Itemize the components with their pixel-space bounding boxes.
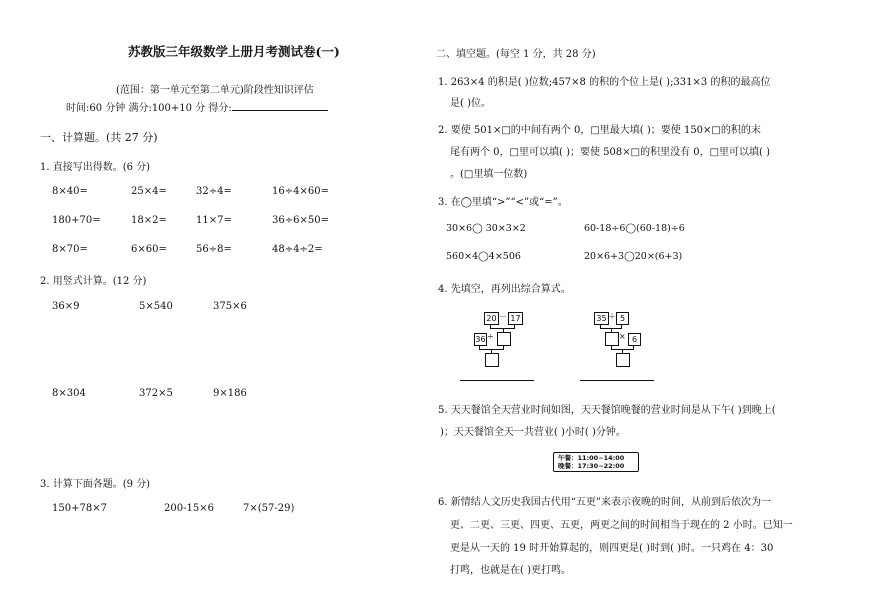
mental-item: 18×2= <box>131 215 167 226</box>
section2-heading: 二、填空题。(每空 1 分，共 28 分) <box>436 49 596 60</box>
vertical-item: 5×540 <box>139 301 173 312</box>
tree-number: 36 <box>475 335 486 344</box>
compare-item: 30×6◯ 30×3×2 <box>446 223 526 234</box>
mental-item: 56÷8= <box>196 244 232 255</box>
fill-q2-line: 尾有两个 0，□里可以填( )；要使 508×□的积里没有 0，□里可以填( ) <box>450 147 771 158</box>
paper-title: 苏教版三年级数学上册月考测试卷(一) <box>128 44 340 59</box>
calc-item: 7×(57-29) <box>243 503 295 514</box>
fill-q2-line: 。(□里填一位数) <box>450 169 528 180</box>
scope-line: (范围：第一单元至第二单元)阶段性知识评估 <box>116 85 314 96</box>
fill-q6-line: 更是从一天的 19 时开始算起的，则四更是( )时到( )时。一只鸡在 4：30 <box>450 543 774 554</box>
vertical-item: 36×9 <box>52 301 80 312</box>
q1-heading: 1. 直接写出得数。(6 分) <box>40 162 151 173</box>
compare-item: 20×6+3◯20×(6+3) <box>584 251 683 262</box>
tree-number: 20 <box>484 312 499 325</box>
tree-number: 5 <box>616 312 629 325</box>
answer-box[interactable] <box>605 332 619 346</box>
mental-item: 180+70= <box>52 215 101 226</box>
vertical-item: 372×5 <box>139 388 173 399</box>
fill-q6-line: 打鸣，也就是在( )更打鸣。 <box>450 565 571 576</box>
dinner-hours: 晚餐：17:30~22:00 <box>558 462 625 470</box>
answer-line[interactable] <box>460 380 534 381</box>
mental-item: 11×7= <box>196 215 232 226</box>
fill-q6-line: 更、二更、三更、四更、五更，两更之间的时间相当于现在的 2 小时。已知一 <box>450 520 793 531</box>
fill-q5-line: )；天天餐馆全天一共营业( )小时( )分钟。 <box>440 427 626 438</box>
fill-q4-heading: 4. 先填空，再列出综合算式。 <box>438 284 571 295</box>
fill-q5-line: 5. 天天餐馆全天营业时间如图，天天餐馆晚餐的营业时间是从下午( )到晚上( <box>438 405 776 416</box>
compare-item: 60-18÷6◯(60-18)÷6 <box>584 223 685 234</box>
q3-heading: 3. 计算下面各题。(9 分) <box>40 479 151 490</box>
tree-number: 17 <box>508 312 523 325</box>
calc-item: 200-15×6 <box>164 503 214 514</box>
tree-operator: × <box>619 332 626 341</box>
mental-item: 36÷6×50= <box>272 215 329 226</box>
fill-q1-line: 1. 263×4 的积是( )位数;457×8 的积的个位上是( );331×3 的积的最高位 <box>438 77 771 88</box>
meta-text: 时间:60 分钟 满分:100+10 分 得分: <box>66 103 232 114</box>
lunch-hours: 午餐：11:00~14:00 <box>558 454 625 462</box>
mental-item: 25×4= <box>131 186 167 197</box>
tree-operator: ÷ <box>487 332 494 341</box>
mental-item: 8×70= <box>52 244 88 255</box>
q2-heading: 2. 用竖式计算。(12 分) <box>40 276 147 287</box>
business-hours-sign <box>553 452 639 472</box>
compare-item: 560×4◯4×506 <box>446 251 521 262</box>
tree-number: 6 <box>628 333 641 346</box>
tree-operator: － <box>499 312 507 321</box>
answer-line[interactable] <box>580 380 654 381</box>
answer-box[interactable] <box>497 332 511 346</box>
answer-box[interactable] <box>485 353 499 367</box>
mental-item: 8×40= <box>52 186 88 197</box>
mental-item: 48÷4÷2= <box>272 244 323 255</box>
mental-item: 6×60= <box>131 244 167 255</box>
tree-number: 35 <box>594 312 609 325</box>
section1-heading: 一、计算题。(共 27 分) <box>40 131 158 144</box>
vertical-item: 8×304 <box>52 388 86 399</box>
vertical-item: 375×6 <box>213 301 247 312</box>
meta-line <box>66 99 328 114</box>
score-blank[interactable] <box>232 100 328 111</box>
answer-box[interactable] <box>616 353 630 367</box>
mental-item: 32÷4= <box>196 186 232 197</box>
fill-q6-line: 6. 新情结人文历史我国古代用“五更”来表示夜晚的时间，从前到后依次为一 <box>438 497 771 508</box>
mental-item: 16÷4×60= <box>272 186 329 197</box>
tree-operator: ＋ <box>608 312 616 321</box>
fill-q2-line: 2. 要使 501×□的中间有两个 0，□里最大填( )；要使 150×□的积的末 <box>438 125 761 136</box>
fill-q3-heading: 3. 在◯里填“>”“<”或“=”。 <box>438 197 568 208</box>
calc-item: 150+78×7 <box>52 503 107 514</box>
vertical-item: 9×186 <box>213 388 247 399</box>
fill-q1-line: 是( )位。 <box>450 98 491 109</box>
